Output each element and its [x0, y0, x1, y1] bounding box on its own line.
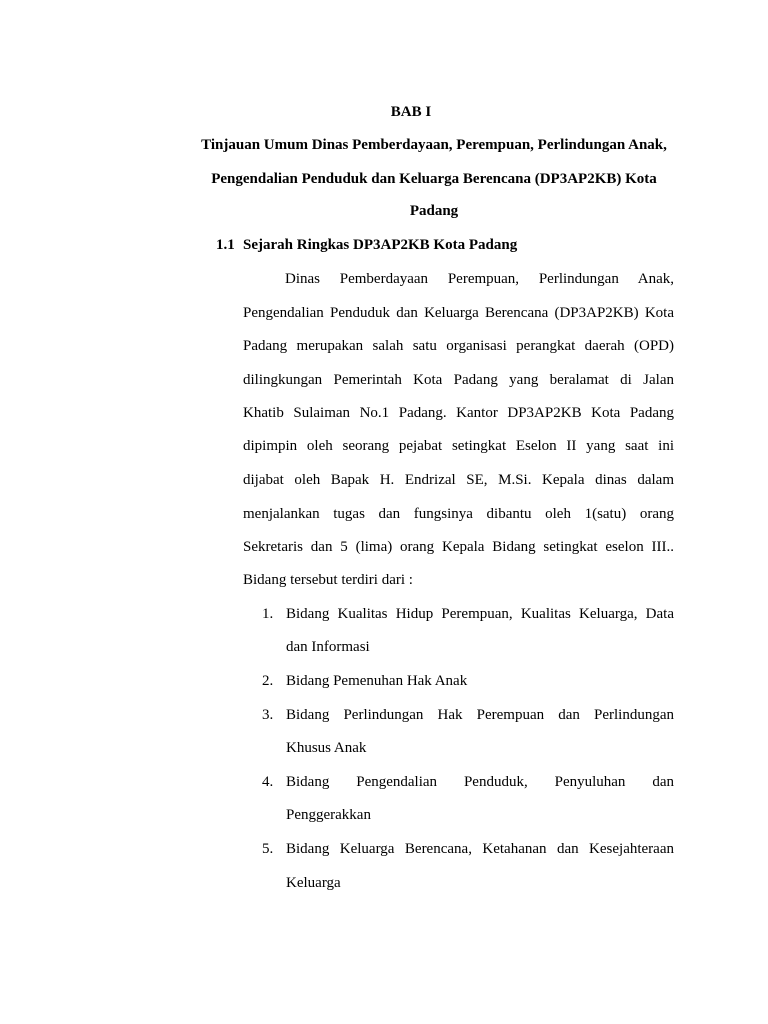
paragraph-line: menjalankan tugas dan fungsinya dibantu oleh 1(satu) orang	[243, 506, 674, 522]
title-line: Padang	[409, 203, 459, 219]
list-number: 4.	[262, 774, 274, 790]
list-item-text: Bidang Keluarga Berencana, Ketahanan dan Kesejahteraan	[286, 841, 674, 857]
list-number: 5.	[262, 841, 274, 857]
list-number: 2.	[262, 673, 274, 689]
list-number: 3.	[262, 707, 274, 723]
list-item-text: Bidang Kualitas Hidup Perempuan, Kualitas Keluarga, Data	[286, 606, 674, 622]
list-item-text: Bidang Pemenuhan Hak Anak	[286, 673, 468, 689]
list-item-text: dan Informasi	[286, 639, 370, 655]
paragraph-line: Bidang tersebut terdiri dari :	[243, 572, 413, 588]
paragraph-line: Padang merupakan salah satu organisasi perangkat daerah (OPD)	[243, 338, 674, 354]
paragraph-line: Pengendalian Penduduk dan Keluarga Berencana (DP3AP2KB) Kota	[243, 305, 674, 321]
list-item-text: Penggerakkan	[286, 807, 371, 823]
list-item-text: Bidang Perlindungan Hak Perempuan dan Perlindungan	[286, 707, 674, 723]
paragraph-line: Sekretaris dan 5 (lima) orang Kepala Bidang setingkat eselon III..	[243, 539, 674, 555]
paragraph-line: Dinas Pemberdayaan Perempuan, Perlindungan Anak,	[285, 271, 674, 287]
title-line: Tinjauan Umum Dinas Pemberdayaan, Perempuan, Perlindungan Anak,	[201, 137, 667, 153]
paragraph-line: Khatib Sulaiman No.1 Padang. Kantor DP3AP2KB Kota Padang	[243, 405, 674, 421]
list-item-text: Khusus Anak	[286, 740, 367, 756]
section-number: 1.1	[216, 237, 235, 253]
paragraph-line: dijabat oleh Bapak H. Endrizal SE, M.Si. Kepala dinas dalam	[243, 472, 674, 488]
list-item-text: Keluarga	[286, 875, 341, 891]
title-line: Pengendalian Penduduk dan Keluarga Berencana (DP3AP2KB) Kota	[211, 171, 657, 187]
chapter-heading: BAB I	[390, 104, 432, 120]
list-number: 1.	[262, 606, 274, 622]
paragraph-line: dipimpin oleh seorang pejabat setingkat Eselon II yang saat ini	[243, 438, 674, 454]
section-title: Sejarah Ringkas DP3AP2KB Kota Padang	[243, 237, 518, 253]
list-item-text: Bidang Pengendalian Penduduk, Penyuluhan dan	[286, 774, 674, 790]
paragraph-line: dilingkungan Pemerintah Kota Padang yang beralamat di Jalan	[243, 372, 674, 388]
